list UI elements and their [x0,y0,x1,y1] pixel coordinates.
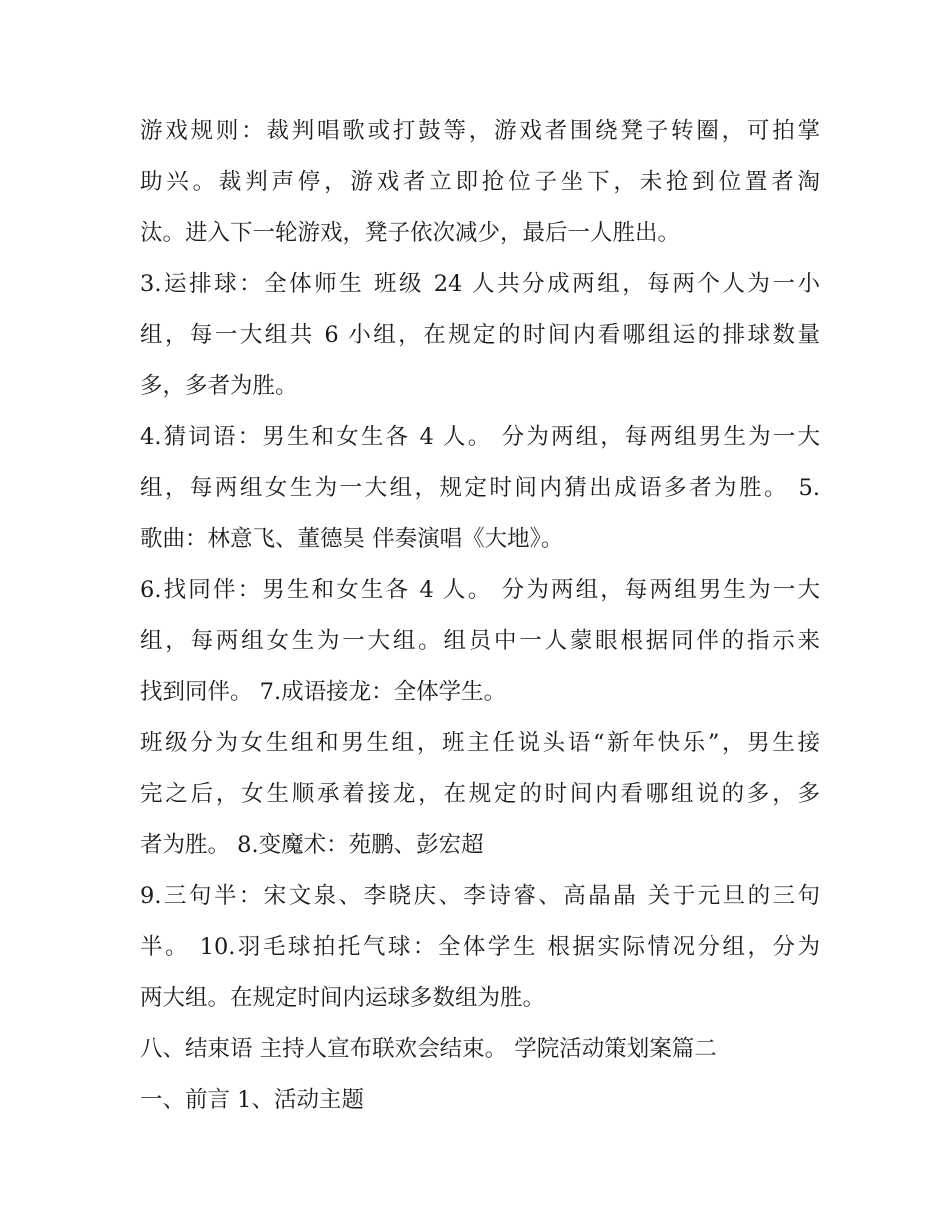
text-line: 两大组。在规定时间内运球多数组为胜。 [140,985,546,1011]
text-line: 者为胜。 8.变魔术：苑鹏、彭宏超 [140,832,484,858]
text-line: 半。 10.羽毛球拍托气球：全体学生 根据实际情况分组，分为 [140,934,820,960]
text-line: 一、前言 1、活动主题 [140,1087,364,1113]
text-line: 找到同伴。 7.成语接龙：全体学生。 [140,679,507,705]
text-line: 3.运排球：全体师生 班级 24 人共分成两组，每两个人为一小 [140,271,820,297]
text-line: 多，多者为胜。 [140,373,298,399]
text-line: 班级分为女生组和男生组，班主任说头语“新年快乐”，男生接 [140,730,820,756]
text-line: 组，每一大组共 6 小组，在规定的时间内看哪组运的排球数量 [140,322,820,348]
text-line: 6.找同伴：男生和女生各 4 人。 分为两组，每两组男生为一大 [140,577,820,603]
text-line: 助兴。裁判声停，游戏者立即抢位子坐下，未抢到位置者淘 [140,169,820,195]
text-line: 汰。进入下一轮游戏，凳子依次减少，最后一人胜出。 [140,220,681,246]
text-line: 游戏规则：裁判唱歌或打鼓等，游戏者围绕凳子转圈，可拍掌 [140,118,820,144]
text-line: 4.猜词语：男生和女生各 4 人。 分为两组，每两组男生为一大 [140,424,820,450]
text-line: 八、结束语 主持人宣布联欢会结束。 学院活动策划案篇二 [140,1036,717,1062]
text-line: 完之后，女生顺承着接龙，在规定的时间内看哪组说的多，多 [140,781,820,807]
text-line: 组，每两组女生为一大组，规定时间内猜出成语多者为胜。 5. [140,475,820,501]
text-line: 9.三句半：宋文泉、李晓庆、李诗睿、高晶晶 关于元旦的三句 [140,883,820,909]
text-line: 歌曲：林意飞、董德昊 伴奏演唱《大地》。 [140,526,564,552]
text-line: 组，每两组女生为一大组。组员中一人蒙眼根据同伴的指示来 [140,628,820,654]
document-body [140,106,820,1126]
